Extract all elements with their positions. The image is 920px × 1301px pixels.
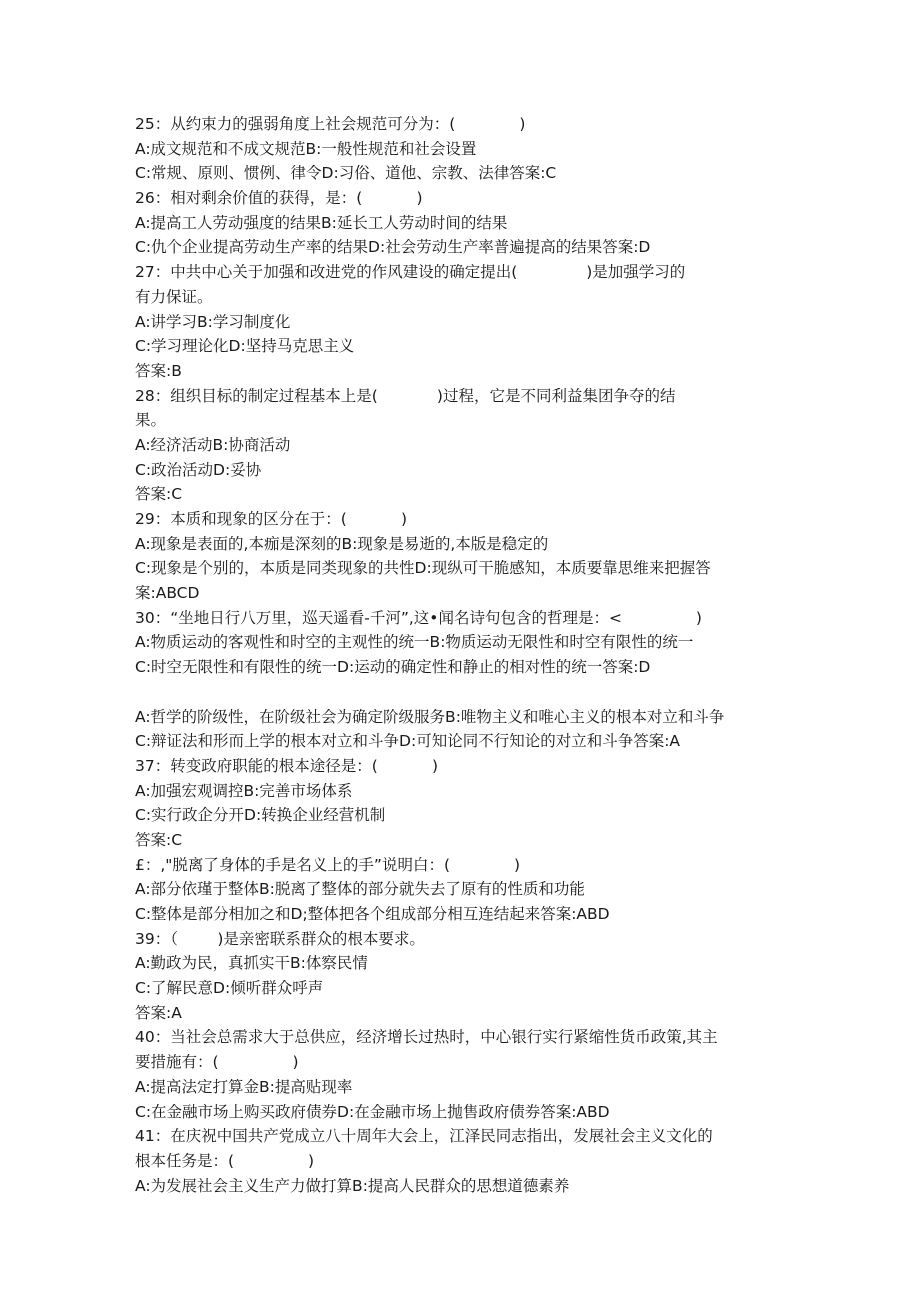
text-line: A:勤政为民，真抓实干B:体察民情 <box>135 954 368 973</box>
text-line: 25：从约束力的强弱角度上社会规范可分为：( ) <box>135 115 526 133</box>
text-line: 案:ABCD <box>135 584 200 603</box>
text-line: A:加强宏观调控B:完善市场体系 <box>135 781 353 800</box>
text-line: 果。 <box>135 411 167 430</box>
text-line: 30：“坐地日行八万里，巡天遥看-千河”,这•闻名诗句包含的哲理是：< ) <box>135 608 702 627</box>
text-line: C:时空无限性和有限性的统一D:运动的确定性和静止的相对性的统一答案:D <box>135 658 651 677</box>
text-line: 答案:B <box>135 361 182 380</box>
text-line: 29：本质和现象的区分在于：( ) <box>135 510 408 528</box>
text-line: 37：转变政府职能的根本途径是：( ) <box>135 756 439 775</box>
text-line: 有力保证。 <box>135 287 213 306</box>
text-line: 39：（ )是亲密联系群众的根本要求。 <box>135 929 425 948</box>
text-line: A:物质运动的客观性和时空的主观性的统一B:物质运动无限性和时空有限性的统一 <box>135 633 694 652</box>
text-line: £：,"脱离了身体的手是名义上的手”说明白：( ) <box>135 855 521 874</box>
text-line: 41：在庆祝中国共产党成立八十周年大会上，江泽民同志指出，发展社会主义文化的 <box>135 1127 713 1146</box>
text-line: C:辩证法和形而上学的根本对立和斗争D:可知论同不行知论的对立和斗争答案:A <box>135 732 681 751</box>
text-line: C:仇个企业提高劳动生产率的结果D:社会劳动生产率普遍提高的结果答案:D <box>135 238 651 257</box>
text-line: A:讲学习B:学习制度化 <box>135 312 291 331</box>
text-line: C:在金融市场上购买政府债券D:在金融市场上抛售政府债券答案:ABD <box>135 1102 610 1121</box>
text-line: C:现象是个别的，本质是同类现象的共性D:现纵可干脆感知，本质要靠思维来把握答 <box>135 559 711 578</box>
document-body <box>135 112 795 1198</box>
text-line: 40：当社会总需求大于总供应，经济增长过热时，中心银行实行紧缩性货币政策,其主 <box>135 1028 718 1047</box>
text-line: 要措施有：( ) <box>135 1053 299 1072</box>
text-line: C:了解民意D:倾听群众呼声 <box>135 979 324 998</box>
blank-line <box>135 680 795 705</box>
text-line: 答案:A <box>135 1003 182 1022</box>
text-line: A:成文规范和不成文规范B:一般性规范和社会设置 <box>135 139 477 158</box>
text-line: 根本任务是：( ) <box>135 1151 314 1170</box>
text-line: C:实行政企分开D:转换企业经营机制 <box>135 806 386 825</box>
text-line: A:哲学的阶级性，在阶级社会为确定阶级服务B:唯物主义和唯心主义的根本对立和斗争 <box>135 707 725 726</box>
text-line: A:经济活动B:协商活动 <box>135 435 291 454</box>
text-line: 27：中共中心关于加强和改进党的作风建设的确定提出( )是加强学习的 <box>135 263 686 282</box>
text-line: 26：相对剩余价值的获得，是：( ) <box>135 189 423 208</box>
text-line: A:为发展社会主义生产力做打算B:提高人民群众的思想道德素养 <box>135 1176 570 1195</box>
text-line: C:政治活动D:妥协 <box>135 460 262 479</box>
text-line: A:部分依瑾于整体B:脱离了整体的部分就失去了原有的性质和功能 <box>135 880 585 899</box>
text-line: 答案:C <box>135 485 183 504</box>
text-line: C:学习理论化D:坚持马克思主义 <box>135 337 355 356</box>
text-line: A:提高工人劳动强度的结果B:延长工人劳动时间的结果 <box>135 213 508 232</box>
text-line: 答案:C <box>135 830 183 849</box>
text-line: 28：组织目标的制定过程基本上是( )过程，它是不同利益集团争夺的结 <box>135 386 676 405</box>
text-line: C:整体是部分相加之和D;整体把各个组成部分相互连结起来答案:ABD <box>135 905 610 923</box>
text-line: A:现象是表面的,本痂是深刻的B:现象是易逝的,本版是稳定的 <box>135 534 549 553</box>
text-line: C:常规、原则、惯例、律令D:习俗、道他、宗教、法律答案:C <box>135 164 557 183</box>
text-line: A:提高法定打算金B:提高贴现率 <box>135 1077 353 1096</box>
